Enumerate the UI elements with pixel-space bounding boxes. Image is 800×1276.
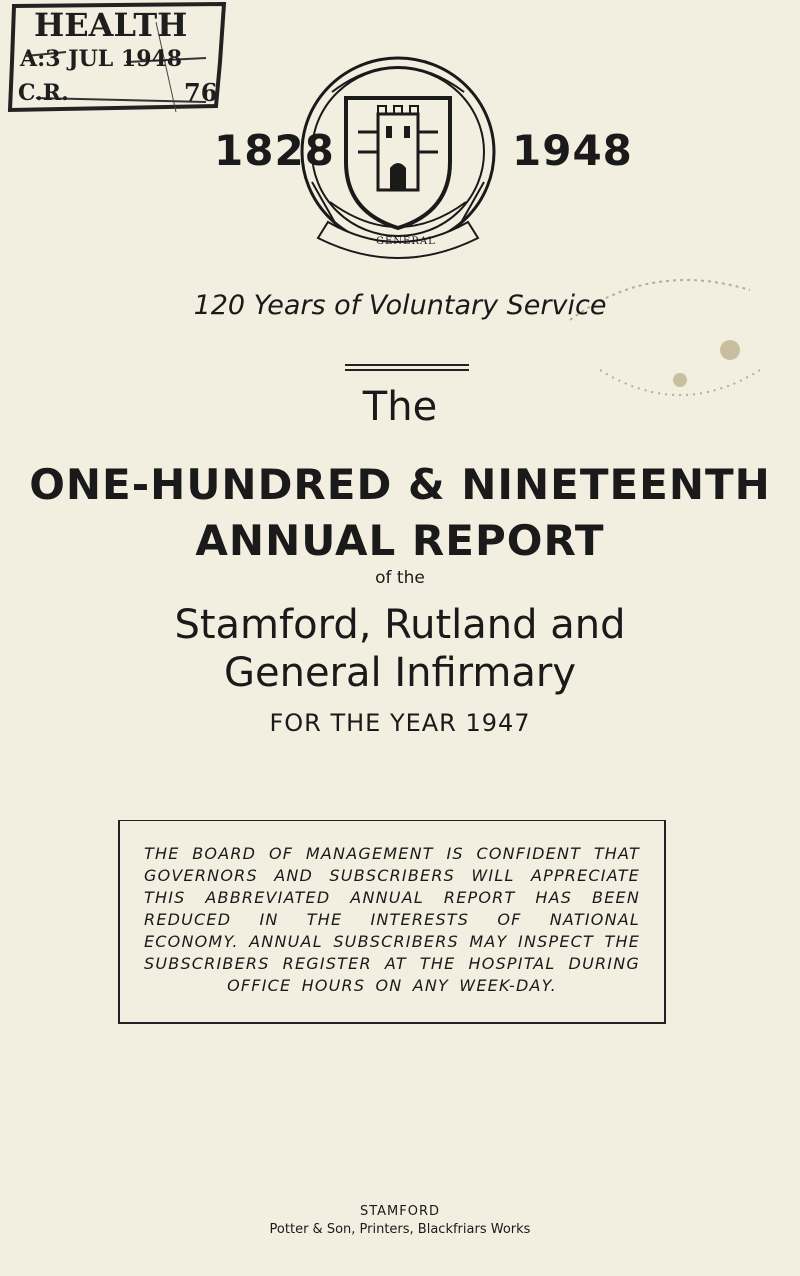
library-stamp xyxy=(6,2,232,114)
report-year: FOR THE YEAR 1947 xyxy=(269,709,531,737)
stamp-date: A:3 JUL 1948 xyxy=(20,46,183,72)
year-start: 1828 xyxy=(214,126,335,175)
title-the: The xyxy=(362,384,438,430)
anniversary-subtitle: 120 Years of Voluntary Service xyxy=(193,290,607,321)
stamp-line-1: HEALTH xyxy=(34,6,188,44)
infirmary-seal xyxy=(292,52,504,268)
seal-ribbon-text: GENERAL xyxy=(376,236,436,247)
board-notice-box xyxy=(118,820,666,1024)
title-line-1: ONE-HUNDRED & NINETEENTH xyxy=(29,460,771,509)
footer-printer: Potter & Son, Printers, Blackfriars Works xyxy=(269,1222,531,1237)
board-notice-text: THE BOARD OF MANAGEMENT IS CONFIDENT THAT GOVERNORS AND SUBSCRIBERS WILL APPRECIATE THIS ABBREVIATED ANNUAL REPORT HAS BEEN REDUCED IN THE INTERESTS OF NATIONAL ECONOMY. ANNUAL SUBSCRIBERS MAY INSPECT THE SUBSCRIBERS REGISTER AT THE HOSPITAL DURING OFFICE HOURS ON ANY WEEK-DAY. xyxy=(144,844,640,995)
title-of-the: of the xyxy=(375,568,425,588)
divider-rule-bottom xyxy=(345,369,469,371)
footer-place: STAMFORD xyxy=(359,1204,441,1219)
stamp-line-3: C.R. xyxy=(18,80,69,106)
title-line-2: ANNUAL REPORT xyxy=(195,516,605,565)
divider-rule-top xyxy=(345,364,469,366)
year-end: 1948 xyxy=(512,126,633,175)
institution-name-line-1: Stamford, Rutland and xyxy=(174,602,626,648)
stamp-number: 76 xyxy=(184,78,218,107)
institution-name-line-2: General Infirmary xyxy=(223,650,577,696)
